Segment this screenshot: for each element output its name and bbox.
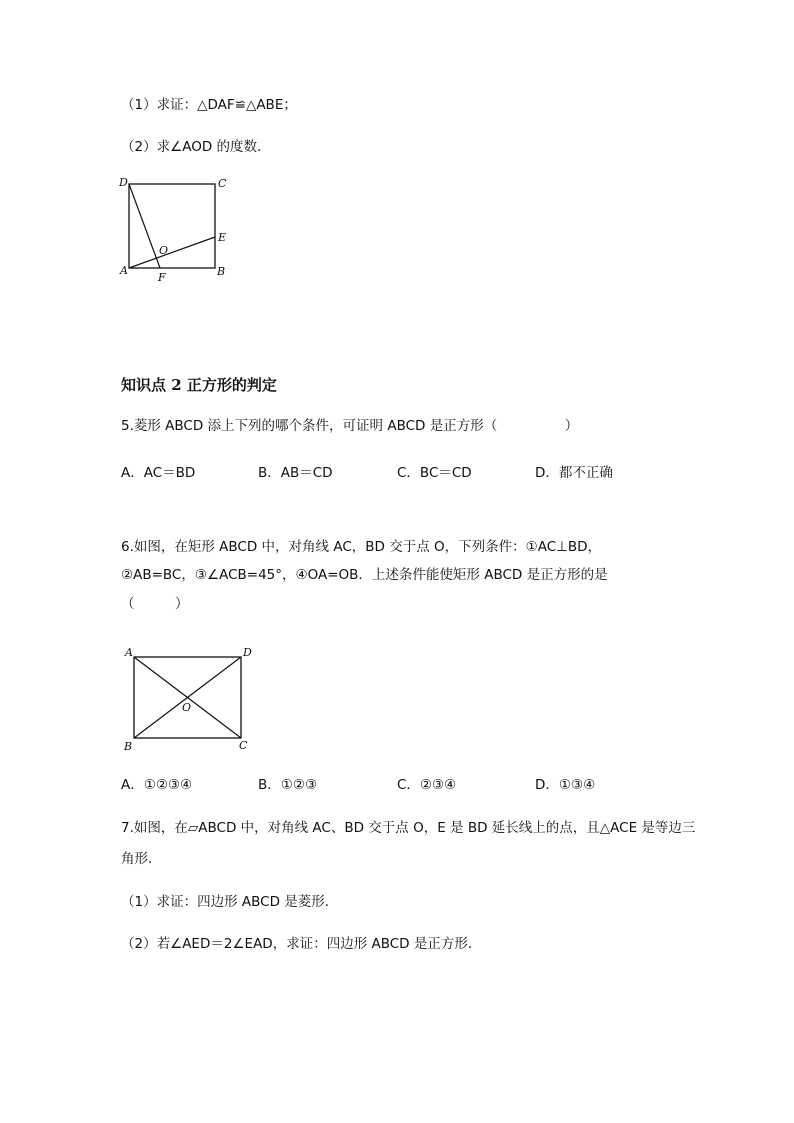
q7-part1: （1）求证：四边形 ABCD 是菱形． (121, 894, 339, 910)
square-figure (110, 170, 240, 285)
label-a: A (120, 264, 128, 277)
q7-stem-line2: 角形． (121, 851, 162, 867)
square-abcd (129, 184, 215, 268)
q5-option-b: B．AB＝CD (258, 465, 333, 481)
q5-option-d: D．都不正确 (535, 465, 613, 481)
q7-part2: （2）若∠AED＝2∠EAD，求证：四边形 ABCD 是正方形． (121, 936, 482, 952)
label-b: B (124, 740, 133, 753)
q6-option-d: D．①③④ (535, 777, 596, 793)
q6-option-c: C．②③④ (397, 777, 457, 793)
label-o: O (182, 701, 192, 714)
segment-ae (129, 237, 215, 268)
q6-stem-line3: （ ） (121, 596, 189, 612)
section-heading: 知识点 2 正方形的判定 (121, 376, 277, 394)
label-a: A (125, 646, 133, 659)
label-c: C (218, 177, 227, 190)
label-d: D (243, 646, 252, 659)
q7-stem-line1: 7.如图，在▱ABCD 中，对角线 AC、BD 交于点 O，E 是 BD 延长线上的点，且△ACE 是等边三 (121, 820, 696, 836)
q6-option-a: A．①②③④ (121, 777, 193, 793)
q5-option-a: A．AC＝BD (121, 465, 196, 481)
problem4-part2: （2）求∠AOD 的度数． (121, 139, 271, 155)
label-f: F (158, 271, 166, 284)
label-c: C (239, 739, 248, 752)
label-b: B (217, 265, 226, 278)
label-o: O (159, 244, 169, 257)
label-d: D (119, 176, 128, 189)
q6-option-b: B．①②③ (258, 777, 318, 793)
label-e: E (218, 231, 227, 244)
rectangle-figure (115, 640, 265, 755)
segment-df (129, 184, 160, 268)
problem4-part1: （1）求证：△DAF≌△ABE； (121, 97, 297, 113)
q5-stem: 5.菱形 ABCD 添上下列的哪个条件，可证明 ABCD 是正方形（ ） (121, 418, 579, 434)
q6-stem-line2: ②AB=BC，③∠ACB=45°，④OA=OB．上述条件能使矩形 ABCD 是正方形的是 (121, 567, 608, 583)
q6-stem-line1: 6.如图，在矩形 ABCD 中，对角线 AC，BD 交于点 O，下列条件：①AC⊥BD， (121, 539, 602, 555)
q5-option-c: C．BC＝CD (397, 465, 472, 481)
